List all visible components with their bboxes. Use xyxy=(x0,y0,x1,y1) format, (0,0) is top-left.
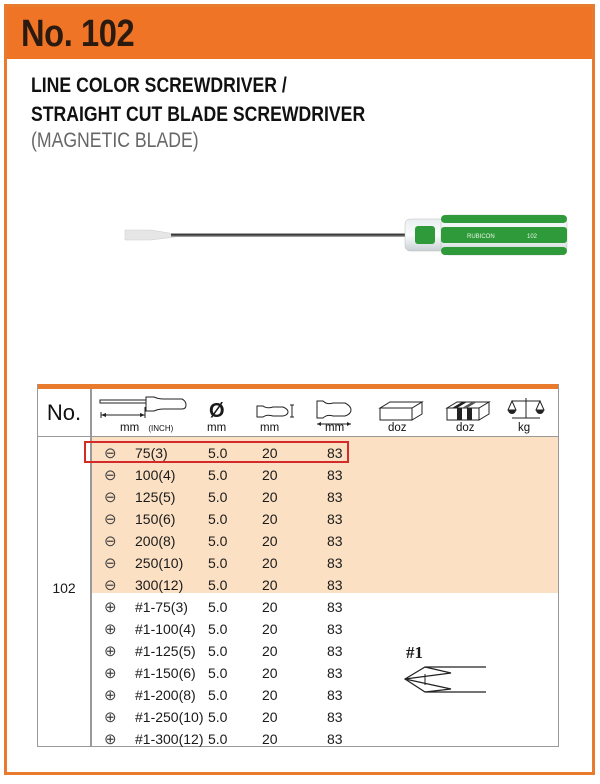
cell-handle: 83 xyxy=(327,731,343,747)
slotted-tip-icon: ⊖ xyxy=(104,577,117,594)
inner-box-unit: doz xyxy=(388,422,407,434)
diameter-unit: mm xyxy=(207,422,227,434)
product-name-line2: STRAIGHT CUT BLADE SCREWDRIVER xyxy=(31,103,366,126)
product-subtitle: (MAGNETIC BLADE) xyxy=(31,129,199,152)
cell-diameter: 5.0 xyxy=(208,445,228,461)
cell-width: 20 xyxy=(262,665,278,681)
table-row[interactable] xyxy=(91,508,558,530)
header-no: No. xyxy=(46,400,82,425)
cell-handle: 83 xyxy=(327,643,343,659)
table-top-bar xyxy=(38,384,558,389)
product-name-line1: LINE COLOR SCREWDRIVER / xyxy=(31,74,287,97)
handle-length-unit: mm xyxy=(325,422,345,434)
width-unit: mm xyxy=(260,422,280,434)
phillips-tip-icon: ⊕ xyxy=(104,621,117,638)
cell-diameter: 5.0 xyxy=(208,599,228,615)
cell-handle: 83 xyxy=(327,709,343,725)
cell-width: 20 xyxy=(262,445,278,461)
cell-width: 20 xyxy=(262,489,278,505)
cell-width: 20 xyxy=(262,533,278,549)
table-row[interactable] xyxy=(91,618,558,640)
cell-width: 20 xyxy=(262,621,278,637)
cell-width: 20 xyxy=(262,687,278,703)
cell-diameter: 5.0 xyxy=(208,577,228,593)
selected-row-highlight xyxy=(84,441,349,463)
cell-diameter: 5.0 xyxy=(208,665,228,681)
cell-size: #1-125(5) xyxy=(135,643,196,659)
slotted-tip-icon: ⊖ xyxy=(104,511,117,528)
group-number: 102 xyxy=(52,580,76,596)
cell-width: 20 xyxy=(262,599,278,615)
cell-size: #1-250(10) xyxy=(135,709,204,725)
cell-diameter: 5.0 xyxy=(208,533,228,549)
cell-diameter: 5.0 xyxy=(208,643,228,659)
cell-handle: 83 xyxy=(327,665,343,681)
phillips-tip-icon: ⊕ xyxy=(104,665,117,682)
cell-width: 20 xyxy=(262,577,278,593)
cell-handle: 83 xyxy=(327,533,343,549)
cell-size: 125(5) xyxy=(135,489,176,505)
phillips-tip-diagram xyxy=(403,664,488,700)
header-bar xyxy=(7,7,592,59)
table-row[interactable] xyxy=(91,574,558,596)
cell-diameter: 5.0 xyxy=(208,687,228,703)
cell-diameter: 5.0 xyxy=(208,709,228,725)
cell-handle: 83 xyxy=(327,577,343,593)
product-name xyxy=(31,71,365,129)
phillips-tip-icon: ⊕ xyxy=(104,643,117,660)
table-row[interactable] xyxy=(91,464,558,486)
cell-handle: 83 xyxy=(327,467,343,483)
table-row[interactable] xyxy=(91,706,558,728)
screwdriver-image xyxy=(115,205,575,265)
cell-width: 20 xyxy=(262,511,278,527)
cell-width: 20 xyxy=(262,467,278,483)
cell-size: 250(10) xyxy=(135,555,184,571)
cell-size: 300(12) xyxy=(135,577,184,593)
slotted-tip-icon: ⊖ xyxy=(104,467,117,484)
slotted-tip-icon: ⊖ xyxy=(104,533,117,550)
cell-size: 200(8) xyxy=(135,533,176,549)
cell-width: 20 xyxy=(262,709,278,725)
cell-size: 150(6) xyxy=(135,511,176,527)
weight-scale-icon xyxy=(506,396,546,422)
table-row[interactable] xyxy=(91,596,558,618)
table-row[interactable] xyxy=(91,640,558,662)
cell-diameter: 5.0 xyxy=(208,489,228,505)
cell-width: 20 xyxy=(262,731,278,747)
cell-handle: 83 xyxy=(327,511,343,527)
cell-width: 20 xyxy=(262,643,278,659)
cell-size: 100(4) xyxy=(135,467,176,483)
cell-diameter: 5.0 xyxy=(208,731,228,747)
handle-model: 102 xyxy=(527,234,538,240)
table-row[interactable] xyxy=(91,728,558,750)
cell-handle: 83 xyxy=(327,445,343,461)
cell-handle: 83 xyxy=(327,555,343,571)
header-divider xyxy=(38,436,558,437)
cell-handle: 83 xyxy=(327,687,343,703)
cell-size: #1-150(6) xyxy=(135,665,196,681)
cell-diameter: 5.0 xyxy=(208,555,228,571)
cell-size: #1-300(12) xyxy=(135,731,204,747)
table-row[interactable] xyxy=(91,486,558,508)
phillips-tip-icon: ⊕ xyxy=(104,687,117,704)
weight-unit: kg xyxy=(518,422,531,434)
phillips-tip-icon: ⊕ xyxy=(104,709,117,726)
length-unit-mm: mm xyxy=(120,422,140,434)
cell-handle: 83 xyxy=(327,621,343,637)
slotted-tip-icon: ⊖ xyxy=(104,489,117,506)
table-row[interactable] xyxy=(91,530,558,552)
cell-size: 75(3) xyxy=(135,445,168,461)
phillips-tip-icon: ⊕ xyxy=(104,731,117,748)
cell-size: #1-200(8) xyxy=(135,687,196,703)
length-unit xyxy=(120,422,173,434)
inner-box-icon xyxy=(378,400,424,422)
model-title: No. 102 xyxy=(21,13,135,55)
cell-size: #1-75(3) xyxy=(135,599,188,615)
cell-handle: 83 xyxy=(327,489,343,505)
cell-diameter: 5.0 xyxy=(208,621,228,637)
handle-brand: RUBICON xyxy=(467,234,495,240)
width-icon xyxy=(255,403,295,419)
cell-diameter: 5.0 xyxy=(208,467,228,483)
slotted-tip-icon: ⊖ xyxy=(104,555,117,572)
length-unit-inch: (INCH) xyxy=(148,424,174,433)
diameter-icon: Ø xyxy=(209,400,225,422)
length-icon xyxy=(98,395,188,419)
table-row[interactable] xyxy=(91,552,558,574)
carton-icon xyxy=(445,400,491,422)
slotted-tip-icon: ⊖ xyxy=(104,445,117,462)
carton-unit: doz xyxy=(456,422,475,434)
phillips-size-label: #1 xyxy=(406,643,423,662)
cell-diameter: 5.0 xyxy=(208,511,228,527)
phillips-tip-icon: ⊕ xyxy=(104,599,117,616)
cell-handle: 83 xyxy=(327,599,343,615)
cell-size: #1-100(4) xyxy=(135,621,196,637)
cell-width: 20 xyxy=(262,555,278,571)
